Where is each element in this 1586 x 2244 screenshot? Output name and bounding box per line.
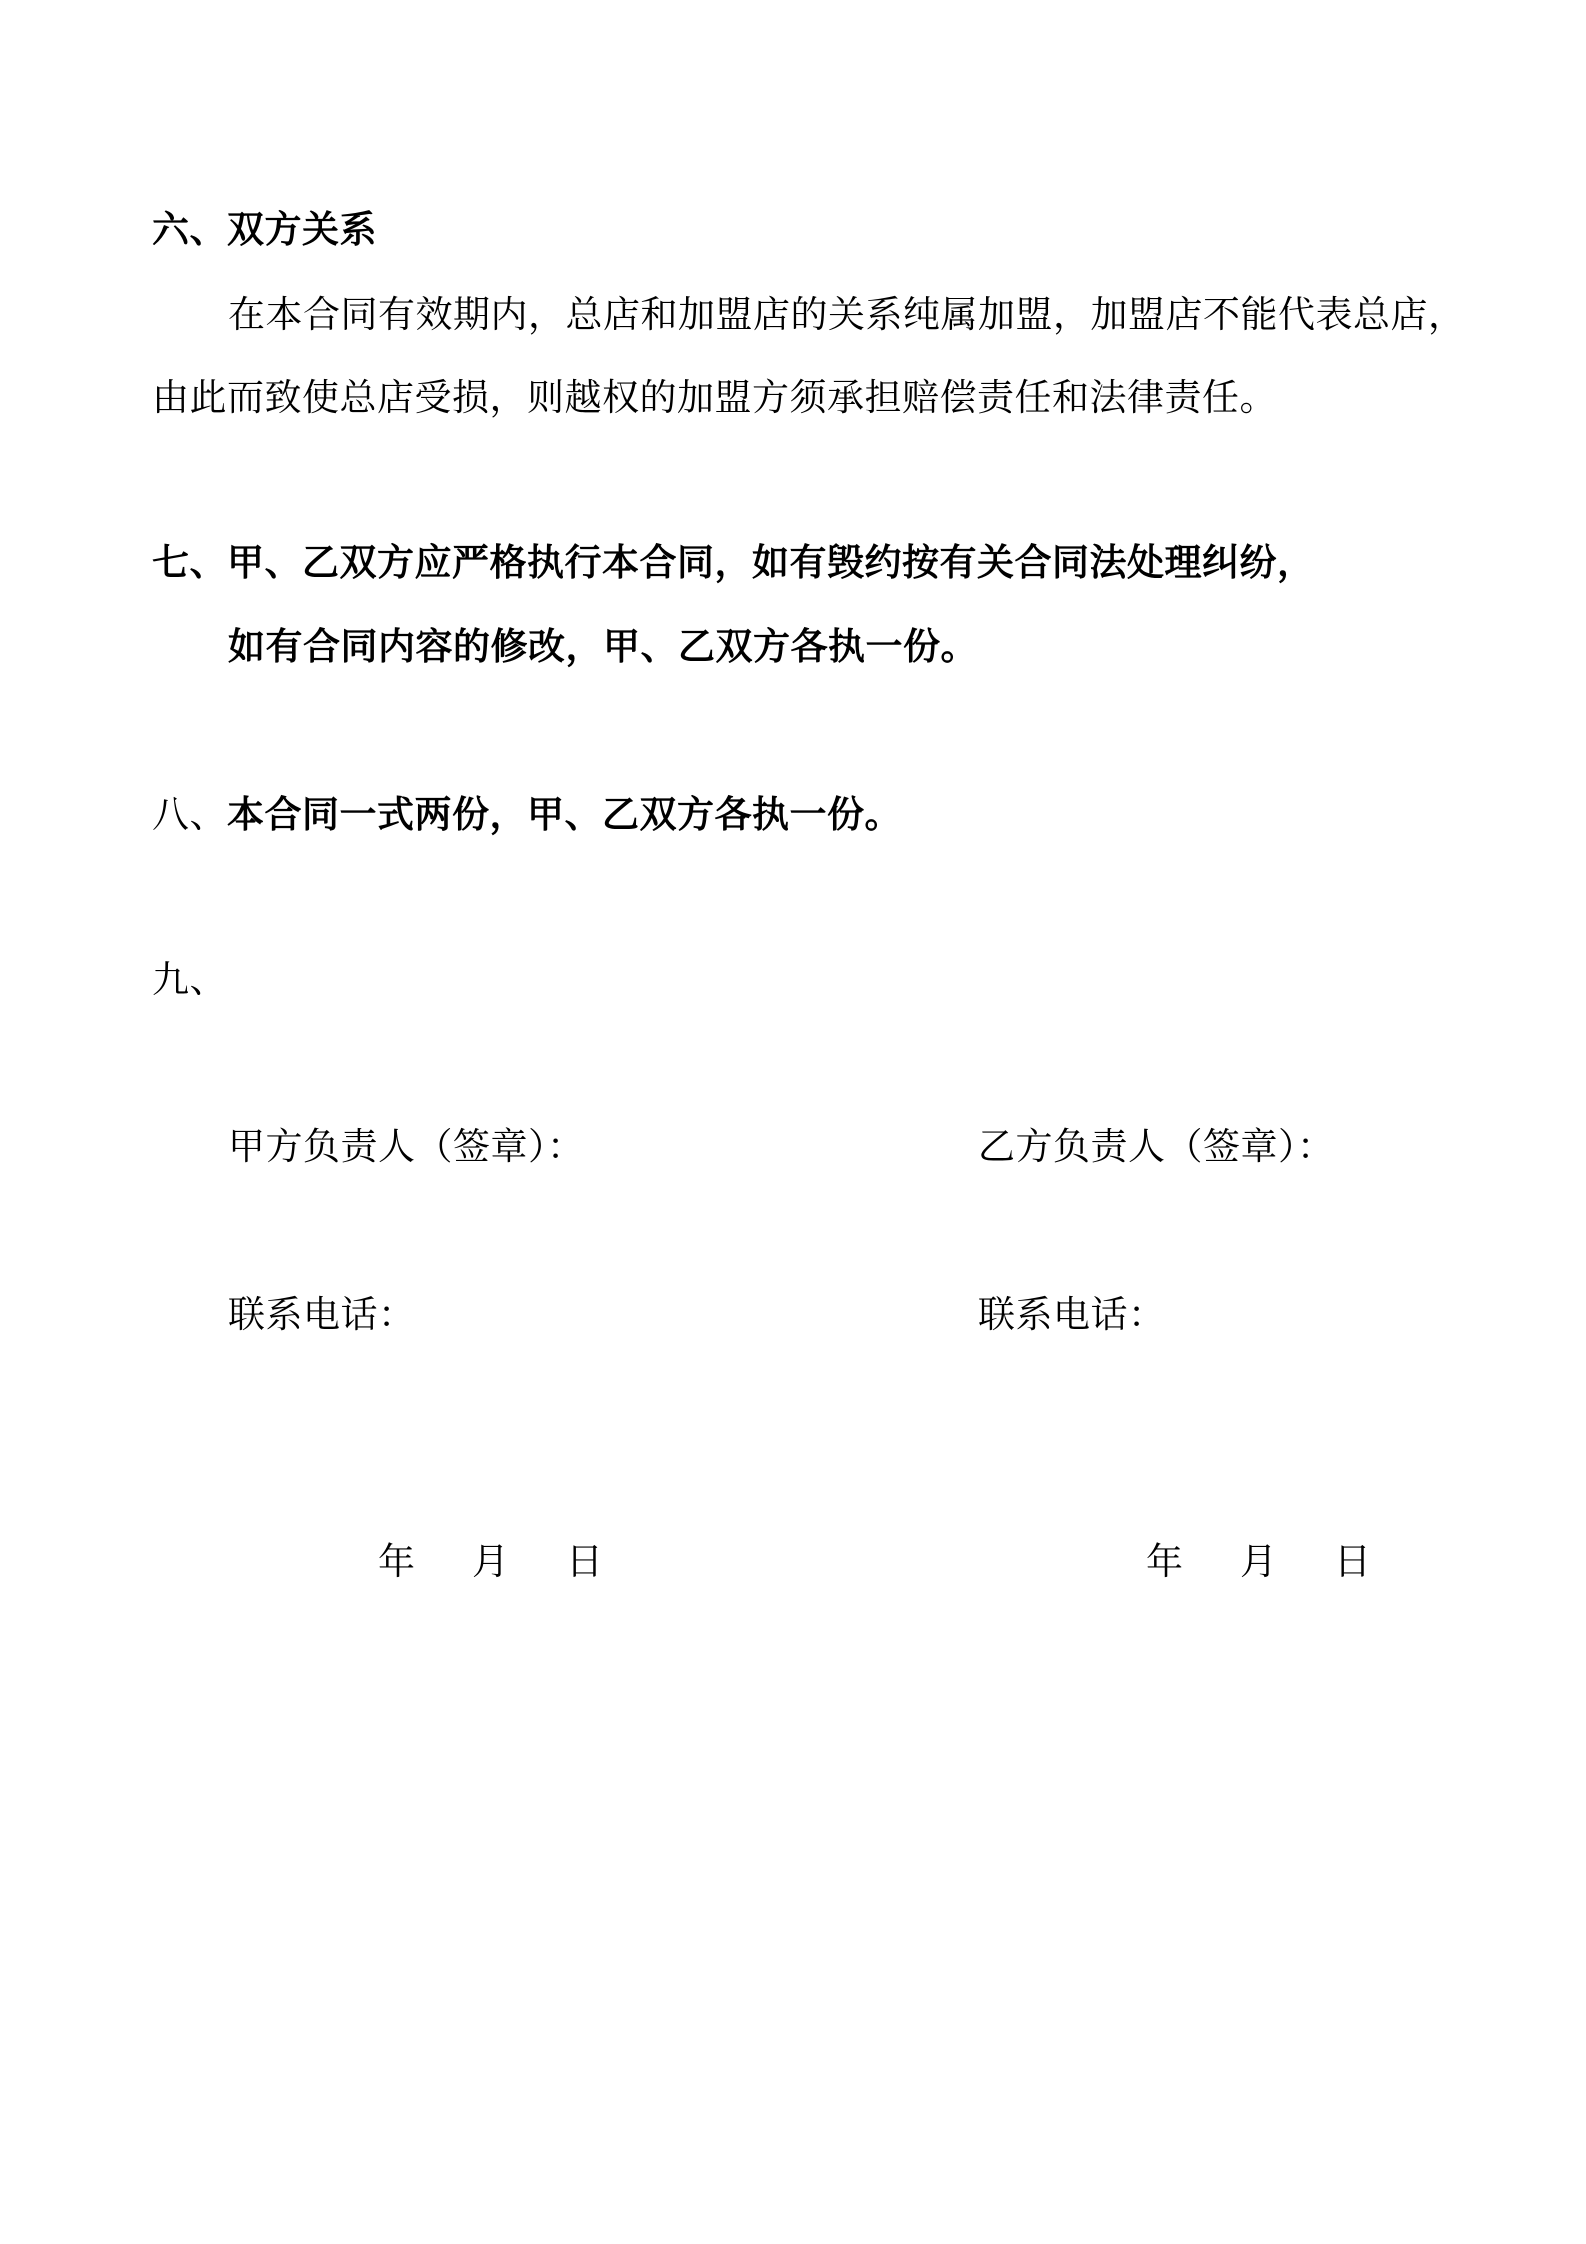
party-a-date-year: 年 <box>378 1540 416 1583</box>
section-8 <box>152 790 902 840</box>
section-7-line-1: 七、甲、乙双方应严格执行本合同，如有毁约按有关合同法处理纠纷， <box>152 541 1315 584</box>
section-6-heading: 六、双方关系 <box>152 208 377 251</box>
party-a-date-day: 日 <box>566 1540 604 1583</box>
party-a-date-month: 月 <box>472 1540 510 1583</box>
party-a-signature-label: 甲方负责人（签章）： <box>228 1125 585 1168</box>
party-b-signature-label: 乙方负责人（签章）： <box>978 1125 1335 1168</box>
party-b-phone-label: 联系电话： <box>978 1293 1166 1336</box>
party-b-date-year: 年 <box>1146 1540 1184 1583</box>
section-8-number: 八、 <box>152 793 227 836</box>
section-8-text: 本合同一式两份，甲、乙双方各执一份。 <box>227 793 902 836</box>
section-6-paragraph-line-1: 在本合同有效期内，总店和加盟店的关系纯属加盟，加盟店不能代表总店， <box>228 293 1466 336</box>
section-9-number: 九、 <box>152 958 227 1001</box>
section-6-paragraph-line-2: 由此而致使总店受损，则越权的加盟方须承担赔偿责任和法律责任。 <box>152 376 1277 419</box>
party-b-date-month: 月 <box>1240 1540 1278 1583</box>
party-a-phone-label: 联系电话： <box>228 1293 416 1336</box>
party-b-date-day: 日 <box>1334 1540 1372 1583</box>
section-7-line-2: 如有合同内容的修改，甲、乙双方各执一份。 <box>228 625 978 668</box>
